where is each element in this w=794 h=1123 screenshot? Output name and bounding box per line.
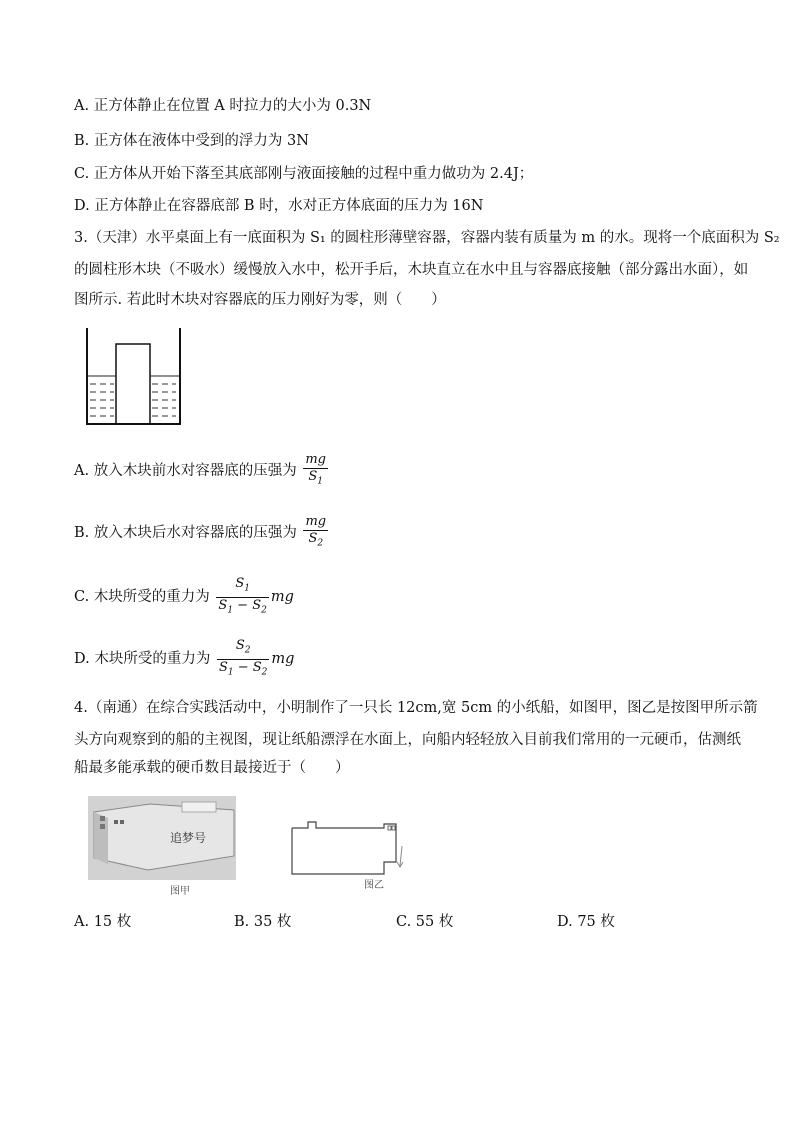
q3-option-a-fraction	[303, 452, 328, 490]
fraction-numerator: $S_2$	[217, 638, 269, 660]
q3-option-b-fraction	[303, 514, 328, 552]
mg-term: mg	[271, 651, 295, 668]
q2-option-b: B. 正方体在液体中受到的浮力为 3N	[74, 133, 309, 149]
q3-option-c-fraction	[216, 576, 268, 618]
q3-option-c	[74, 576, 294, 618]
q3-stem-line3: 图所示. 若此时木块对容器底的压力刚好为零，则（ ）	[74, 292, 446, 308]
fraction-numerator: $S_1$	[216, 576, 268, 598]
q3-option-b-text: B. 放入木块后水对容器底的压强为	[74, 524, 297, 541]
q3-option-d-fraction	[217, 638, 269, 680]
q3-option-d-text: D. 木块所受的重力为	[74, 651, 211, 668]
paper-boat-photo	[88, 796, 236, 880]
q3-stem-line2: 的圆柱形木块（不吸水）缓慢放入水中，松开手后，木块直立在水中且与容器底接触（部分露出水面），如	[74, 262, 749, 278]
q3-option-b	[74, 514, 330, 552]
fraction-numerator: mg	[305, 452, 326, 467]
q4-stem-line1: 4.（南通）在综合实践活动中，小明制作了一只长 12cm,宽 5cm 的小纸船，如图甲，图乙是按图甲所示箭	[74, 700, 758, 716]
paper-boat-photo-lettering: 追梦号	[170, 831, 207, 845]
q3-container-figure	[86, 328, 182, 426]
q4-option-c: C. 55 枚	[396, 914, 454, 930]
figure-jia-label: 图甲	[170, 886, 190, 897]
q3-option-a	[74, 452, 330, 490]
fraction-numerator: mg	[305, 514, 327, 529]
q4-stem-line3: 船最多能承载的硬币数目最接近于（ ）	[74, 760, 350, 776]
q3-option-d	[74, 638, 294, 680]
q2-option-d: D. 正方体静止在容器底部 B 时，水对正方体底面的压力为 16N	[74, 198, 484, 214]
figure-yi-label: 图乙	[364, 880, 384, 891]
q3-stem-line1: 3.（天津）水平桌面上有一底面积为 S₁ 的圆柱形薄壁容器，容器内装有质量为 m 的水。现将一个底面积为 S₂	[74, 230, 780, 246]
q3-option-c-text: C. 木块所受的重力为	[74, 589, 210, 606]
q4-option-b: B. 35 枚	[234, 914, 292, 930]
q2-option-c: C. 正方体从开始下落至其底部刚与液面接触的过程中重力做功为 2.4J；	[74, 166, 534, 182]
q2-option-a: A. 正方体静止在位置 A 时拉力的大小为 0.3N	[74, 98, 372, 114]
q4-option-a: A. 15 枚	[74, 914, 132, 930]
fraction-denominator: $S_1$	[308, 469, 323, 487]
fraction-denominator: $S_1 - S_2$	[218, 659, 268, 678]
fraction-denominator: $S_2$	[308, 531, 324, 549]
boat-front-view	[288, 818, 412, 882]
fraction-denominator: $S_1 - S_2$	[218, 597, 267, 616]
q4-stem-line2: 头方向观察到的船的主视图，现让纸船漂浮在水面上，向船内轻轻放入目前我们常用的一元硬币，估测纸	[74, 732, 741, 748]
q3-option-a-text: A. 放入木块前水对容器底的压强为	[74, 462, 297, 479]
mg-term: mg	[270, 589, 294, 606]
q4-option-d: D. 75 枚	[557, 914, 615, 930]
